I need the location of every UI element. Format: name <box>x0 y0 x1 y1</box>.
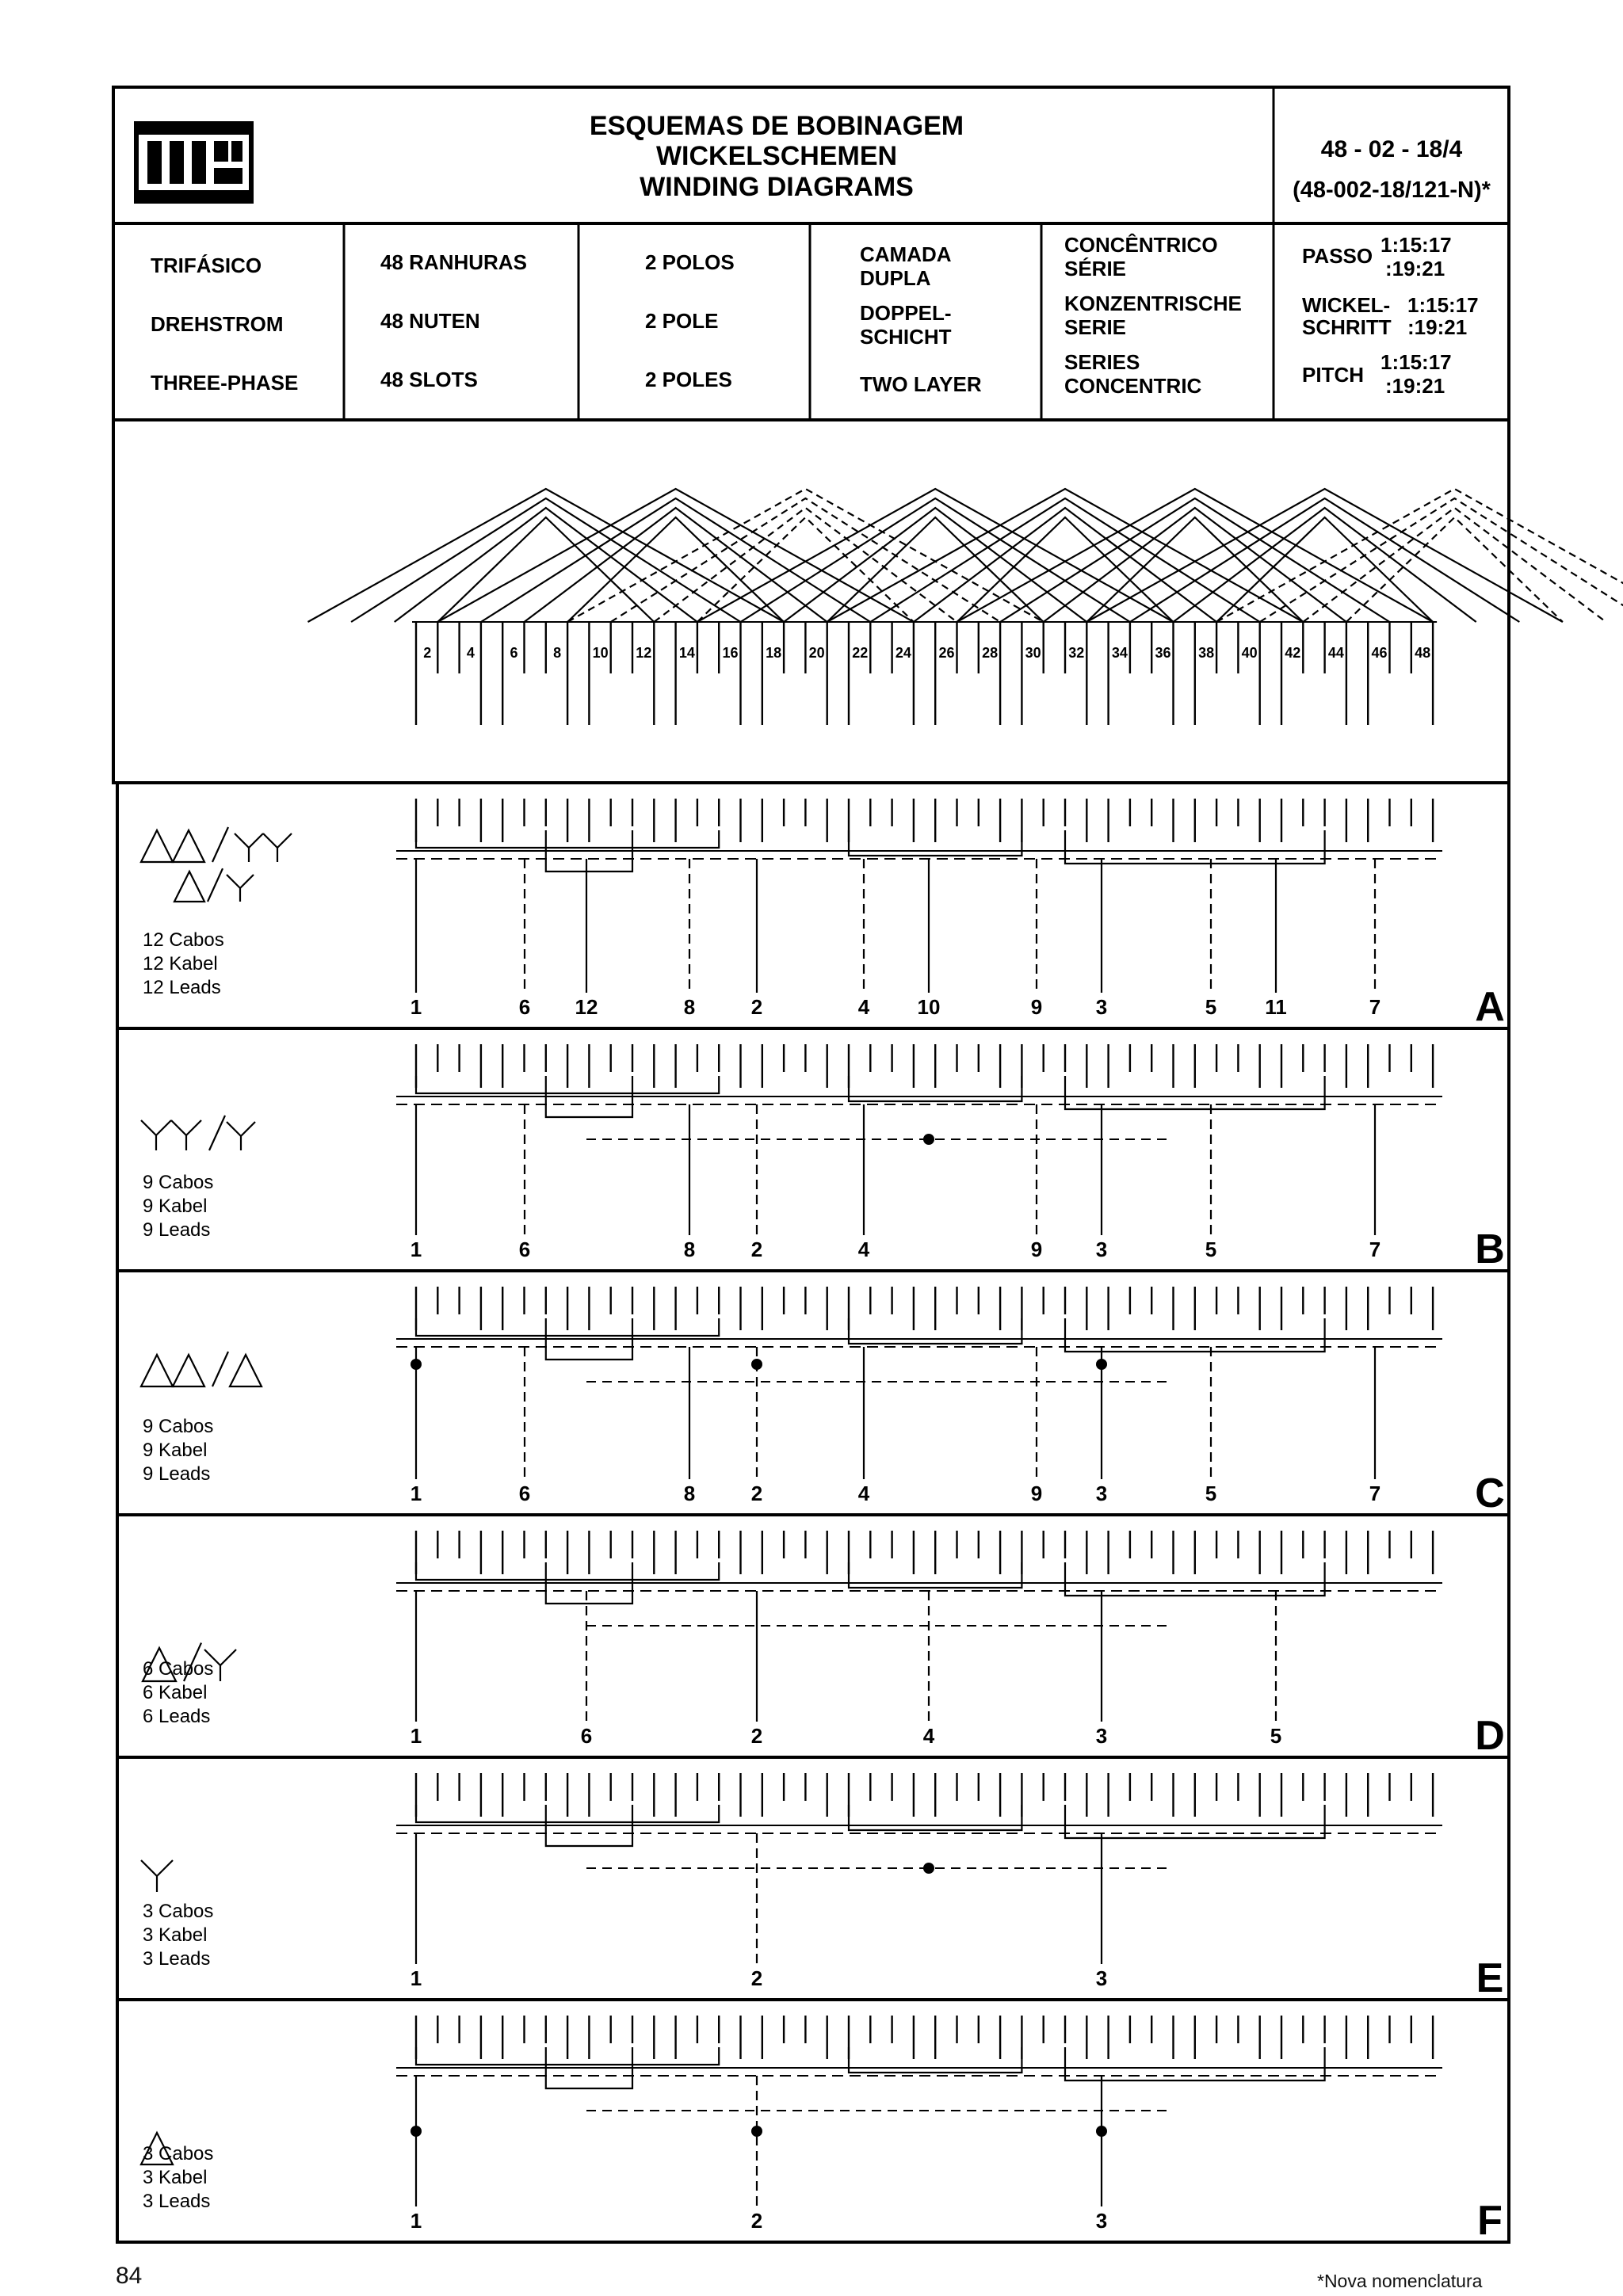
lead-label: 3 <box>1095 1724 1108 1748</box>
lead-count-caption: 9 Leads <box>143 1463 211 1485</box>
slot-lines <box>416 622 1433 725</box>
pitch-value-b-2: :19:21 <box>1407 315 1468 339</box>
lead-count-caption: 9 Kabel <box>143 1196 208 1217</box>
coil-chevron <box>1260 498 1623 622</box>
slot-label: 44 <box>1327 645 1344 661</box>
slot-label: 18 <box>766 645 782 661</box>
lead-count-caption: 12 Kabel <box>143 953 218 974</box>
panel-letter: C <box>1475 1470 1505 1516</box>
connection-symbol-icon <box>141 1352 262 1386</box>
lead-label: 5 <box>1270 1724 1282 1748</box>
slot-label: 12 <box>636 645 652 661</box>
lead-label: 12 <box>575 995 598 1019</box>
title-pt: ESQUEMAS DE BOBINAGEM <box>589 111 964 141</box>
panel-border <box>117 1271 1509 1515</box>
phase-de: DREHSTROM <box>151 312 284 336</box>
slot-label: 48 <box>1415 645 1431 661</box>
connection-symbol-icon <box>141 1116 255 1150</box>
lead-count-caption: 9 Kabel <box>143 1440 208 1461</box>
connection-symbol-icon <box>141 1860 173 1892</box>
delta-junction-dot <box>751 1359 762 1370</box>
coil-pattern <box>308 489 1623 622</box>
slot-label: 30 <box>1025 645 1041 661</box>
panel-letter: A <box>1475 984 1505 1030</box>
slot-labels <box>423 645 1430 661</box>
lead-label: 2 <box>750 1238 763 1261</box>
weg-logo-icon <box>136 124 251 201</box>
lead-label: 2 <box>750 1482 763 1505</box>
type-de-1: KONZENTRISCHE <box>1064 292 1242 315</box>
type-pt-1: CONCÊNTRICO <box>1064 233 1218 257</box>
pitch-label-de-1: WICKEL- <box>1302 293 1391 317</box>
diagram-code-new: (48-002-18/121-N)* <box>1293 177 1491 203</box>
spec-table <box>113 223 1509 420</box>
pitch-value-a-3: 1:15:17 <box>1381 350 1452 374</box>
layer-en: TWO LAYER <box>860 372 982 396</box>
panel-border <box>117 1028 1509 1271</box>
star-point-dot <box>923 1863 934 1874</box>
lead-label: 7 <box>1369 1482 1381 1505</box>
layer-de-1: DOPPEL- <box>860 301 952 325</box>
lead-label: 8 <box>683 1238 696 1261</box>
slot-label: 28 <box>982 645 999 661</box>
lead-label: 2 <box>750 1724 763 1748</box>
pitch-value-b-1: :19:21 <box>1385 257 1445 280</box>
lead-count-caption: 9 Cabos <box>143 1172 214 1193</box>
page-number: 84 <box>116 2263 143 2289</box>
lead-label: 9 <box>1030 1482 1043 1505</box>
lead-count-caption: 9 Leads <box>143 1219 211 1241</box>
lead-label: 4 <box>857 995 870 1019</box>
lead-label: 4 <box>922 1724 935 1748</box>
lead-count-caption: 3 Cabos <box>143 2143 214 2164</box>
panel-letter: D <box>1475 1713 1505 1759</box>
panel-border <box>117 2000 1509 2242</box>
pitch-label-en: PITCH <box>1302 363 1364 387</box>
pitch-value-a-2: 1:15:17 <box>1407 293 1479 317</box>
lead-label: 2 <box>750 2209 763 2233</box>
slot-label: 16 <box>722 645 739 661</box>
slot-label: 20 <box>808 645 825 661</box>
delta-junction-dot <box>411 1359 422 1370</box>
connection-panel-E <box>117 1757 1509 2001</box>
lead-count-caption: 3 Kabel <box>143 2167 208 2188</box>
layer-pt-1: CAMADA <box>860 242 952 266</box>
slot-label: 8 <box>553 645 562 661</box>
lead-count-caption: 9 Cabos <box>143 1416 214 1437</box>
lead-label: 6 <box>580 1724 593 1748</box>
header <box>0 0 1509 223</box>
lead-label: 6 <box>518 995 531 1019</box>
delta-junction-dot <box>1096 2126 1107 2137</box>
lead-label: 2 <box>750 995 763 1019</box>
slot-label: 24 <box>895 645 911 661</box>
poles-en: 2 POLES <box>645 368 732 391</box>
slot-label: 14 <box>678 645 695 661</box>
slot-label: 10 <box>592 645 609 661</box>
lead-count-caption: 3 Kabel <box>143 1924 208 1946</box>
slot-label: 34 <box>1111 645 1128 661</box>
pitch-label-de-2: SCHRITT <box>1302 315 1392 339</box>
lead-count-caption: 12 Leads <box>143 977 221 998</box>
slot-label: 26 <box>938 645 955 661</box>
slot-label: 36 <box>1155 645 1171 661</box>
type-en-1: SERIES <box>1064 350 1140 374</box>
lead-label: 8 <box>683 995 696 1019</box>
lead-label: 1 <box>410 1238 422 1261</box>
panel-border <box>117 783 1509 1028</box>
panel-letter: E <box>1476 1955 1504 2001</box>
slots-de: 48 NUTEN <box>380 309 480 333</box>
title-de: WICKELSCHEMEN <box>655 141 898 171</box>
panel-letter: F <box>1477 2198 1503 2244</box>
pitch-value-b-3: :19:21 <box>1385 374 1445 398</box>
slot-label: 4 <box>466 645 475 661</box>
connection-panel-B <box>117 1028 1509 1272</box>
slot-label: 22 <box>852 645 869 661</box>
poles-de: 2 POLE <box>645 309 719 333</box>
slot-label: 42 <box>1285 645 1301 661</box>
layer-pt-2: DUPLA <box>860 266 931 290</box>
lead-count-caption: 3 Cabos <box>143 1901 214 1922</box>
lead-label: 5 <box>1205 1238 1217 1261</box>
lead-count-caption: 6 Kabel <box>143 1682 208 1703</box>
slots-en: 48 SLOTS <box>380 368 478 391</box>
lead-count-caption: 12 Cabos <box>143 929 224 951</box>
lead-label: 2 <box>750 1966 763 1990</box>
lead-count-caption: 6 Leads <box>143 1706 211 1727</box>
lead-label: 3 <box>1095 2209 1108 2233</box>
connection-panels <box>117 783 1509 2244</box>
lead-label: 4 <box>857 1238 870 1261</box>
layer-de-2: SCHICHT <box>860 325 952 349</box>
lead-label: 1 <box>410 1482 422 1505</box>
coil-chevron <box>1216 489 1623 622</box>
connection-panel-A <box>117 783 1509 1030</box>
pitch-value-a-1: 1:15:17 <box>1381 233 1452 257</box>
lead-label: 10 <box>917 995 941 1019</box>
slots-pt: 48 RANHURAS <box>380 250 527 274</box>
panel-border <box>117 1757 1509 2000</box>
lead-label: 1 <box>410 2209 422 2233</box>
phase-en: THREE-PHASE <box>151 371 299 395</box>
panel-letter: B <box>1475 1226 1505 1272</box>
slot-label: 40 <box>1241 645 1258 661</box>
pitch-label-pt: PASSO <box>1302 244 1373 268</box>
lead-count-caption: 6 Cabos <box>143 1658 214 1680</box>
footnote: *Nova nomenclatura <box>1317 2271 1483 2291</box>
delta-junction-dot <box>751 2126 762 2137</box>
lead-label: 1 <box>410 1724 422 1748</box>
coil-chevron <box>611 498 1000 622</box>
lead-label: 9 <box>1030 1238 1043 1261</box>
type-de-2: SERIE <box>1064 315 1127 339</box>
lead-label: 4 <box>857 1482 870 1505</box>
star-point-dot <box>923 1134 934 1145</box>
lead-label: 3 <box>1095 995 1108 1019</box>
lead-label: 3 <box>1095 1238 1108 1261</box>
poles-pt: 2 POLOS <box>645 250 735 274</box>
diagram-code: 48 - 02 - 18/4 <box>1320 136 1463 162</box>
type-pt-2: SÉRIE <box>1064 257 1127 280</box>
lead-label: 6 <box>518 1238 531 1261</box>
phase-pt: TRIFÁSICO <box>151 254 262 277</box>
delta-junction-dot <box>1096 1359 1107 1370</box>
slot-label: 6 <box>510 645 518 661</box>
winding-panel <box>113 420 1623 783</box>
lead-label: 5 <box>1205 995 1217 1019</box>
panel-border <box>117 1515 1509 1757</box>
connection-symbol-icon <box>141 827 292 902</box>
lead-label: 6 <box>518 1482 531 1505</box>
slot-label: 32 <box>1068 645 1085 661</box>
lead-label: 8 <box>683 1482 696 1505</box>
logo-text: WEG <box>0 0 2 1</box>
lead-label: 11 <box>1265 995 1287 1019</box>
slot-label: 2 <box>423 645 432 661</box>
lead-label: 5 <box>1205 1482 1217 1505</box>
type-en-2: CONCENTRIC <box>1064 374 1202 398</box>
lead-label: 1 <box>410 1966 422 1990</box>
lead-label: 3 <box>1095 1482 1108 1505</box>
lead-label: 9 <box>1030 995 1043 1019</box>
connection-panel-F <box>117 2000 1509 2244</box>
lead-label: 3 <box>1095 1966 1108 1990</box>
lead-count-caption: 3 Leads <box>143 2191 211 2212</box>
connection-panel-C <box>117 1271 1509 1516</box>
slot-label: 46 <box>1371 645 1388 661</box>
connection-panel-D <box>117 1515 1509 1759</box>
lead-label: 7 <box>1369 1238 1381 1261</box>
lead-count-caption: 3 Leads <box>143 1948 211 1970</box>
title-en: WINDING DIAGRAMS <box>640 172 914 202</box>
delta-junction-dot <box>411 2126 422 2137</box>
slot-label: 38 <box>1198 645 1215 661</box>
lead-label: 1 <box>410 995 422 1019</box>
lead-label: 7 <box>1369 995 1381 1019</box>
